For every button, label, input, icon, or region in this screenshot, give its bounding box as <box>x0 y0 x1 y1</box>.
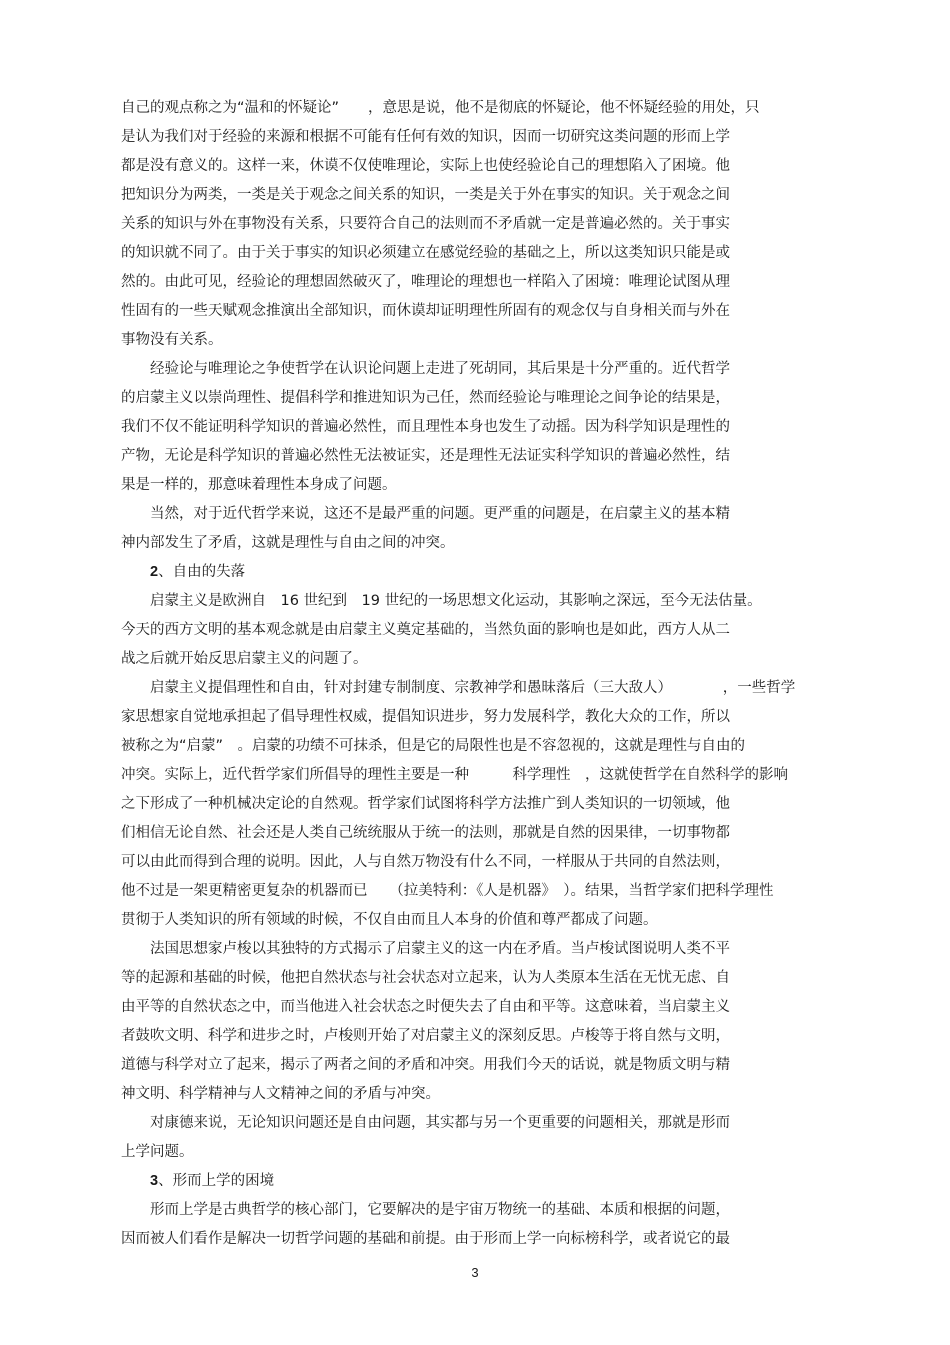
text-line: 他不过是一架更精密更复杂的机器而已 （拉美特利：《人是机器》 ）。结果，当哲学家们把科学理性 <box>121 883 774 899</box>
section-number: 2 <box>150 564 159 580</box>
text-line: 之下形成了一种机械决定论的自然观。哲学家们试图将科学方法推广到人类知识的一切领域，他 <box>121 796 730 812</box>
text-line: 产物，无论是科学知识的普遍必然性无法被证实，还是理性无法证实科学知识的普遍必然性，结 <box>121 448 730 464</box>
text-line: 的知识就不同了。由于关于事实的知识必须建立在感觉经验的基础之上，所以这类知识只能是或 <box>121 245 730 261</box>
text-line: 是认为我们对于经验的来源和根据不可能有任何有效的知识，因而一切研究这类问题的形而上学 <box>121 129 730 145</box>
text-line: 的启蒙主义以崇尚理性、提倡科学和推进知识为己任，然而经验论与唯理论之间争论的结果是， <box>121 390 730 406</box>
text-line: 法国思想家卢梭以其独特的方式揭示了启蒙主义的这一内在矛盾。当卢梭试图说明人类不平 <box>150 941 730 957</box>
text-line: 战之后就开始反思启蒙主义的问题了。 <box>121 651 368 667</box>
text-line: 事物没有关系。 <box>121 332 223 348</box>
page-number: 3 <box>471 1265 479 1280</box>
text-line: 被称之为“启蒙” 。启蒙的功绩不可抹杀，但是它的局限性也是不容忽视的，这就是理性与自由的 <box>121 738 746 754</box>
text-line: 可以由此而得到合理的说明。因此，人与自然万物没有什么不同，一样服从于共同的自然法则， <box>121 854 730 870</box>
section-number: 3 <box>150 1173 159 1189</box>
text-line: 神文明、科学精神与人文精神之间的矛盾与冲突。 <box>121 1086 440 1102</box>
text-line: 启蒙主义提倡理性和自由，针对封建专制制度、宗教神学和愚昧落后（三大敌人） ，一些哲学 <box>150 680 796 696</box>
text-line: 当然，对于近代哲学来说，这还不是最严重的问题。更严重的问题是，在启蒙主义的基本精 <box>150 506 730 522</box>
text-line: 贯彻于人类知识的所有领域的时候，不仅自由而且人本身的价值和尊严都成了问题。 <box>121 912 658 928</box>
text-line: 因而被人们看作是解决一切哲学问题的基础和前提。由于形而上学一向标榜科学，或者说它的最 <box>121 1231 730 1247</box>
text-line: 神内部发生了矛盾，这就是理性与自由之间的冲突。 <box>121 535 455 551</box>
text-line: 由平等的自然状态之中，而当他进入社会状态之时便失去了自由和平等。这意味着，当启蒙主义 <box>121 999 730 1015</box>
text-line: 性固有的一些天赋观念推演出全部知识，而休谟却证明理性所固有的观念仅与自身相关而与外在 <box>121 303 730 319</box>
section-title: 、自由的失落 <box>158 564 246 580</box>
text-line: 启蒙主义是欧洲自 16 世纪到 19 世纪的一场思想文化运动，其影响之深远，至今无法估量。 <box>150 593 762 609</box>
text-line: 者鼓吹文明、科学和进步之时，卢梭则开始了对启蒙主义的深刻反思。卢梭等于将自然与文明， <box>121 1028 730 1044</box>
text-line: 我们不仅不能证明科学知识的普遍必然性，而且理性本身也发生了动摇。因为科学知识是理性的 <box>121 419 730 435</box>
text-line: 经验论与唯理论之争使哲学在认识论问题上走进了死胡同，其后果是十分严重的。近代哲学 <box>150 361 730 377</box>
section-title: 、形而上学的困境 <box>158 1173 275 1189</box>
text-line: 形而上学是古典哲学的核心部门，它要解决的是宇宙万物统一的基础、本质和根据的问题， <box>150 1202 730 1218</box>
text-line: 今天的西方文明的基本观念就是由启蒙主义奠定基础的，当然负面的影响也是如此，西方人从二 <box>121 622 730 638</box>
text-line: 冲突。实际上，近代哲学家们所倡导的理性主要是一种 科学理性 ，这就使哲学在自然科学的影响 <box>121 767 788 783</box>
text-line: 果是一样的，那意味着理性本身成了问题。 <box>121 477 397 493</box>
text-line: 关系的知识与外在事物没有关系，只要符合自己的法则而不矛盾就一定是普遍必然的。关于事实 <box>121 216 730 232</box>
text-line: 都是没有意义的。这样一来，休谟不仅使唯理论，实际上也使经验论自己的理想陷入了困境。他 <box>121 158 730 174</box>
text-line: 家思想家自觉地承担起了倡导理性权威，提倡知识进步，努力发展科学，教化大众的工作，所以 <box>121 709 730 725</box>
section-heading <box>150 1171 870 1191</box>
text-line: 自己的观点称之为“温和的怀疑论” ，意思是说，他不是彻底的怀疑论，他不怀疑经验的用处，只 <box>121 100 760 116</box>
text-line: 上学问题。 <box>121 1144 194 1160</box>
section-heading <box>150 562 870 582</box>
text-line: 等的起源和基础的时候，他把自然状态与社会状态对立起来，认为人类原本生活在无忧无虑、自 <box>121 970 730 986</box>
text-line: 然的。由此可见，经验论的理想固然破灭了，唯理论的理想也一样陷入了困境：唯理论试图从理 <box>121 274 730 290</box>
text-line: 们相信无论自然、社会还是人类自己统统服从于统一的法则，那就是自然的因果律，一切事物都 <box>121 825 730 841</box>
text-line: 把知识分为两类，一类是关于观念之间关系的知识，一类是关于外在事实的知识。关于观念之间 <box>121 187 730 203</box>
text-line: 道德与科学对立了起来，揭示了两者之间的矛盾和冲突。用我们今天的话说，就是物质文明与精 <box>121 1057 730 1073</box>
text-line: 对康德来说，无论知识问题还是自由问题，其实都与另一个更重要的问题相关，那就是形而 <box>150 1115 730 1131</box>
